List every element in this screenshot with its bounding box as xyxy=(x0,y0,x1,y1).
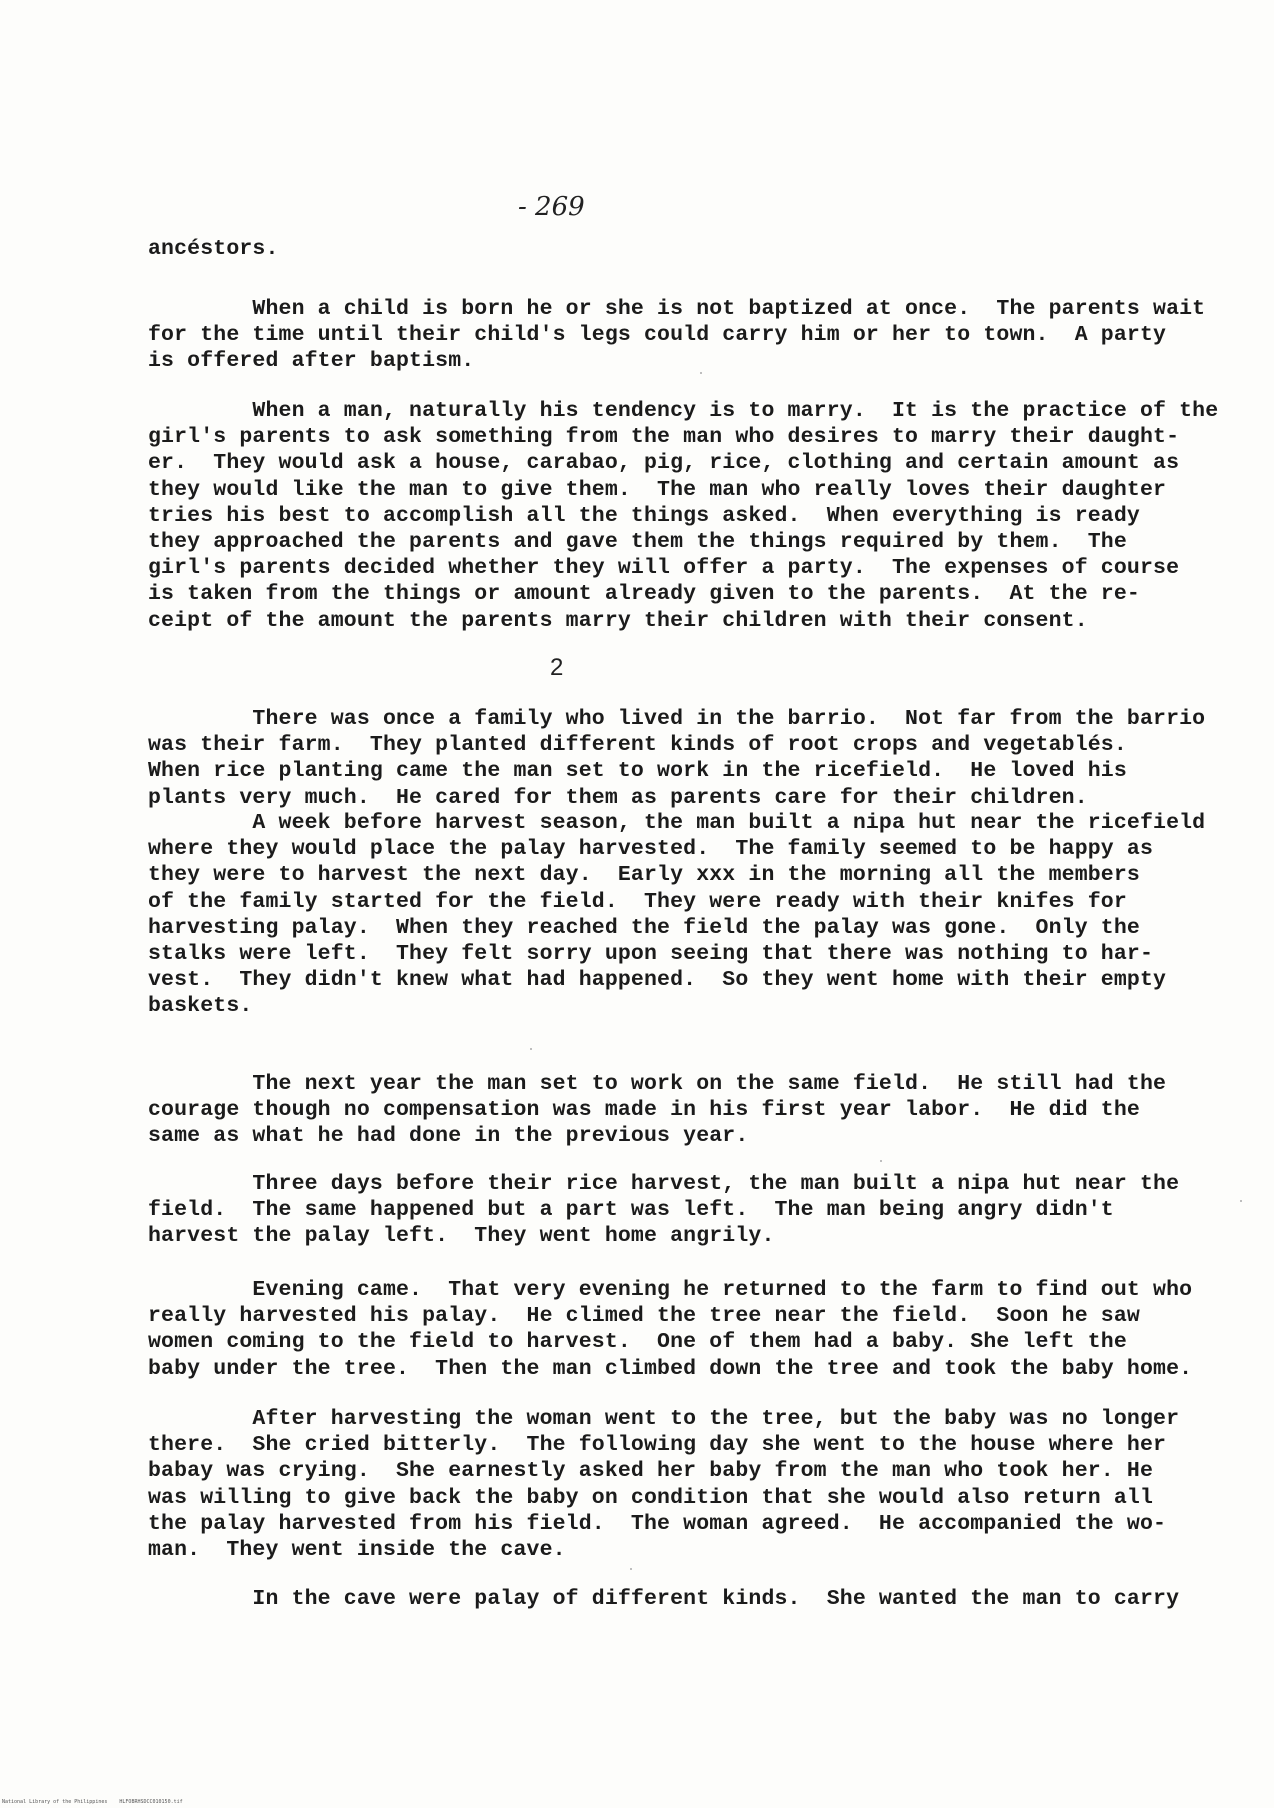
paragraph-story-evening: Evening came. That very evening he returned to the farm to find out who really harvested his palay. He climed the tree near the field. Soon he saw women coming to the field to harvest. One of them had a baby. She left the baby under the tree. Then the man climbed down the tree and took the baby home. xyxy=(148,1278,1193,1381)
paragraph-continuation: ancéstors. xyxy=(148,237,279,261)
paragraph-story-woman: After harvesting the woman went to the tree, but the baby was no longer there. She cried bitterly. The following day she went to the house where her babay was crying. She earnestly asked her baby from the man who took her. He was willing to give back the baby on condition that she would also return all the palay harvested from his field. The woman agreed. He accompanied the wo- man. They went inside the cave. xyxy=(148,1407,1180,1563)
paragraph-story-harvest: A week before harvest season, the man built a nipa hut near the ricefield where they would place the palay harvested. The family seemed to be happy as they were to harvest the next day. Early xxx in the morning all the members of the family started for the field. They were ready with their knifes for harvesting palay. When they reached the field the palay was gone. Only the stalks were left. They felt sorry upon seeing that there was nothing to har- vest. They didn't knew what had happened. So they went home with their empty baskets. xyxy=(148,811,1206,1019)
scan-speck xyxy=(700,372,702,374)
scan-speck xyxy=(880,1160,882,1162)
paragraph-baptism: When a child is born he or she is not baptized at once. The parents wait for the time until their child's legs could carry him or her to town. A party is offered after baptism. xyxy=(148,297,1206,374)
paragraph-story-next-year: The next year the man set to work on the same field. He still had the courage though no compensation was made in his first year labor. He did the same as what he had done in the previous year. xyxy=(148,1072,1167,1149)
paragraph-marriage: When a man, naturally his tendency is to marry. It is the practice of the girl's parents to ask something from the man who desires to marry their daught- er. They would ask a house, carabao, pig, rice, clothing and certain amount as they would like the man to give them. The man who really loves their daughter tries his best to accomplish all the things asked. When everything is ready they approached the parents and gave them the things required by them. The girl's parents decided whether they will offer a party. The expenses of course is taken from the things or amount already given to the parents. At the re- ceipt of the amount the parents marry their children with their consent. xyxy=(148,399,1219,633)
section-number: 2 xyxy=(550,654,564,681)
scan-speck xyxy=(1240,1200,1242,1202)
paragraph-story-cave: In the cave were palay of different kinds. She wanted the man to carry xyxy=(148,1587,1180,1611)
scan-speck xyxy=(630,1568,632,1570)
scan-speck xyxy=(530,1048,532,1050)
paragraph-story-three-days: Three days before their rice harvest, the man built a nipa hut near the field. The same happened but a part was left. The man being angry didn't harvest the palay left. They went home angrily. xyxy=(148,1172,1180,1249)
footer-caption: National Library of the Philippines HLFOBRHSDCC010150.tif xyxy=(2,1799,183,1805)
page-number: - 269 xyxy=(518,192,585,222)
paragraph-story-family: There was once a family who lived in the barrio. Not far from the barrio was their farm. They planted different kinds of root crops and vegetablés. When rice planting came the man set to work in the ricefield. He loved his plants very much. He cared for them as parents care for their children. xyxy=(148,707,1206,810)
